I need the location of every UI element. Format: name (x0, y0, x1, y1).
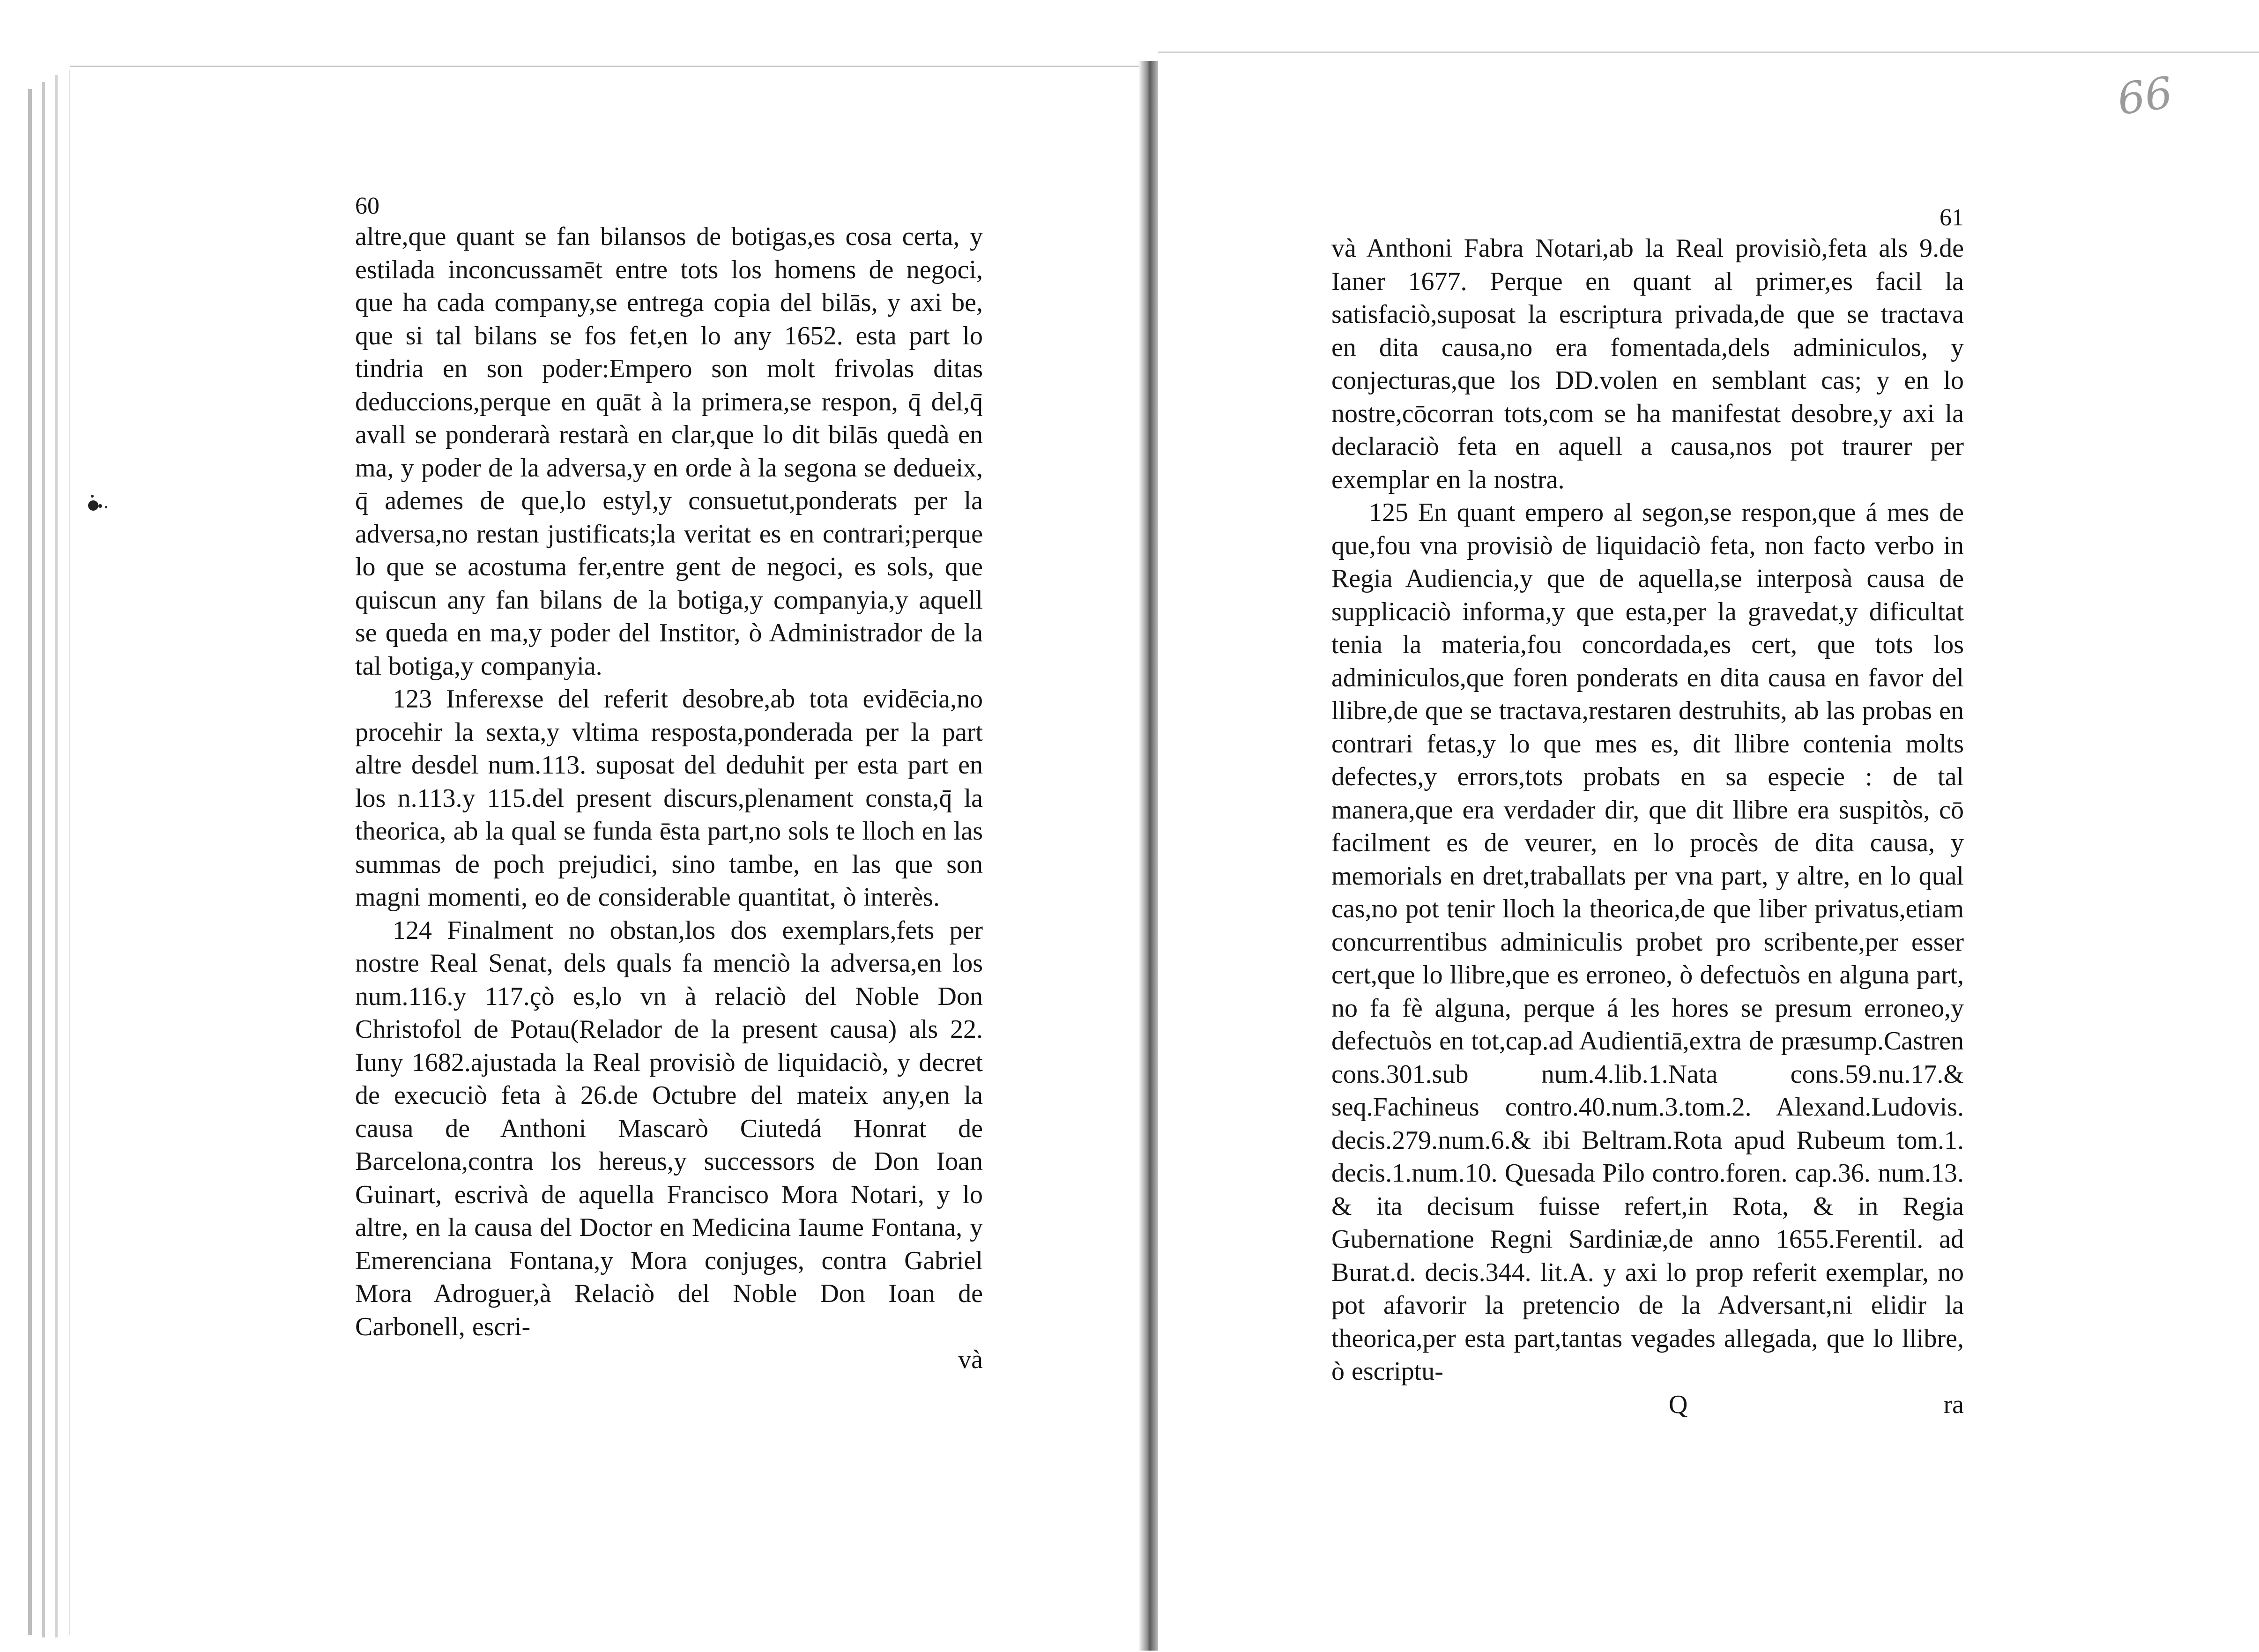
signature-mark: Q (1669, 1390, 1688, 1419)
catchword: ra (1943, 1390, 1964, 1419)
page-stack-edge (28, 89, 32, 1635)
paragraph: altre,que quant se fan bilansos de botigas,es cosa certa, y estilada inconcussamēt entre tots los homens de negoci, que ha cada company,se entrega copia del bilās, y axi be, que si tal bilans se fos fet,en lo any 1652. esta part lo tindria en son poder:Empero son molt frivolas ditas deduccions,perque en quāt à la primera,se respon, q̄ del,q̄ avall se ponderarà restarà en clar,que lo dit bilās quedà en ma, y poder de la adversa,y en orde à la segona se dedueix, q̄ ademes de que,lo estyl,y consuetut,ponderats per la adversa,no restan justificats;la veritat es en contrari;perque lo que se acostuma fer,entre gent de negoci, es sols, que quiscun any fan bilans de la botiga,y companyia,y aquell se queda en ma,y poder del Institor, ò Administrador de la tal botiga,y companyia. (355, 222, 983, 681)
paragraph: và Anthoni Fabra Notari,ab la Real provisiò,feta als 9.de Ianer 1677. Perque en quant al primer,es facil la satisfaciò,suposat la escriptura privada,de que se tractava en dita causa,no era fomentada,dels adminiculos, y conjecturas,que los DD.volen en semblant cas; y en lo nostre,cōcorran tots,com se ha manifestat desobre,y axi la declaraciò feta en aquell a causa,nos pot traurer per exemplar en la nostra. (1331, 234, 1964, 494)
left-text-column (355, 192, 983, 1376)
book-gutter (1139, 61, 1158, 1651)
right-text-column (1331, 204, 1964, 1421)
page-stack-edge (42, 82, 45, 1637)
paragraph: 125 En quant empero al segon,se respon,que á mes de que,fou vna provisiò de liquidaciò feta, non facto verbo in Regia Audiencia,y que de aquella,se interposà causa de supplicaciò informa,y que esta,per la gravedat,y dificultat tenia la materia,fou concordada,es cert, que tots los adminiculos,que foren ponderats en dita causa en favor del llibre,de que se tractava,restaren destruhits, ab las probas en contrari fetas,y lo que mes es, dit llibre contenia molts defectes,y errors,tots probats en sa especie : de tal manera,que era verdader dir, que dit llibre era suspitòs, cō facilment es de veurer, en lo procès de dita causa, y memorials en dret,traballats per vna part, y altre, en lo qual cas,no pot tenir lloch la theorica,de que liber privatus,etiam concurrentibus adminiculis probet pro scribente,per esser cert,que lo llibre,que es erroneo, ò defectuòs en alguna part, no fa fè alguna, perque á les hores se presum erroneo,y defectuòs en tot,cap.ad Audientiā,extra de præsump.Castren cons.301.sub num.4.lib.1.Nata cons.59.nu.17.& seq.Fachineus contro.40.num.3.tom.2. Alexand.Ludovis. decis.279.num.6.& ibi Beltram.Rota apud Rubeum tom.1. decis.1.num.10. Quesada Pilo contro.foren. cap.36. num.13. & ita decisum fuisse refert,in Rota, & in Regia Gubernatione Regni Sardiniæ,de anno 1655.Ferentil. ad Burat.d. decis.344. lit.A. y axi lo prop referit exemplar, no pot afavorir la pretencio de la Adversant,ni elidir la theorica,per esta part,tantas vegades allegada, que lo llibre, ò escriptu- (1331, 498, 1964, 1386)
page-number: 61 (1939, 204, 1964, 231)
page-number: 60 (355, 193, 379, 219)
handwritten-folio-number: 66 (2114, 67, 2176, 125)
page-footer (1331, 1388, 1964, 1421)
ink-blot (84, 492, 112, 520)
paragraph: 124 Finalment no obstan,los dos exemplars,fets per nostre Real Senat, dels quals fa menciò la adversa,en los num.116.y 117.çò es,lo vn à relaciò del Noble Don Christofol de Potau(Relador de la present causa) als 22. Iuny 1682.ajustada la Real provisiò de liquidaciò, y decret de execuciò feta à 26.de Octubre del mateix any,en la causa de Anthoni Mascarò Ciutedá Honrat de Barcelona,contra los hereus,y successors de Don Ioan Guinart, escrivà de aquella Francisco Mora Notari, y lo altre, en la causa del Doctor en Medicina Iaume Fontana, y Emerenciana Fontana,y Mora conjuges, contra Gabriel Mora Adroguer,à Relaciò del Noble Don Ioan de Carbonell, escri- (355, 915, 983, 1341)
catchword: và (958, 1345, 983, 1374)
paragraph: 123 Inferexse del referit desobre,ab tota evidēcia,no procehir la sexta,y vltima resposta,ponderada per la part altre desdel num.113. suposat del deduhit per esta part en los n.113.y 115.del present discurs,plenament consta,q̄ la theorica, ab la qual se funda ēsta part,no sols te lloch en las summas de poch prejudici, sino tambe, en las que son magni momenti, eo de considerable quantitat, ò interès. (355, 685, 983, 912)
page-stack-edge (55, 75, 58, 1637)
